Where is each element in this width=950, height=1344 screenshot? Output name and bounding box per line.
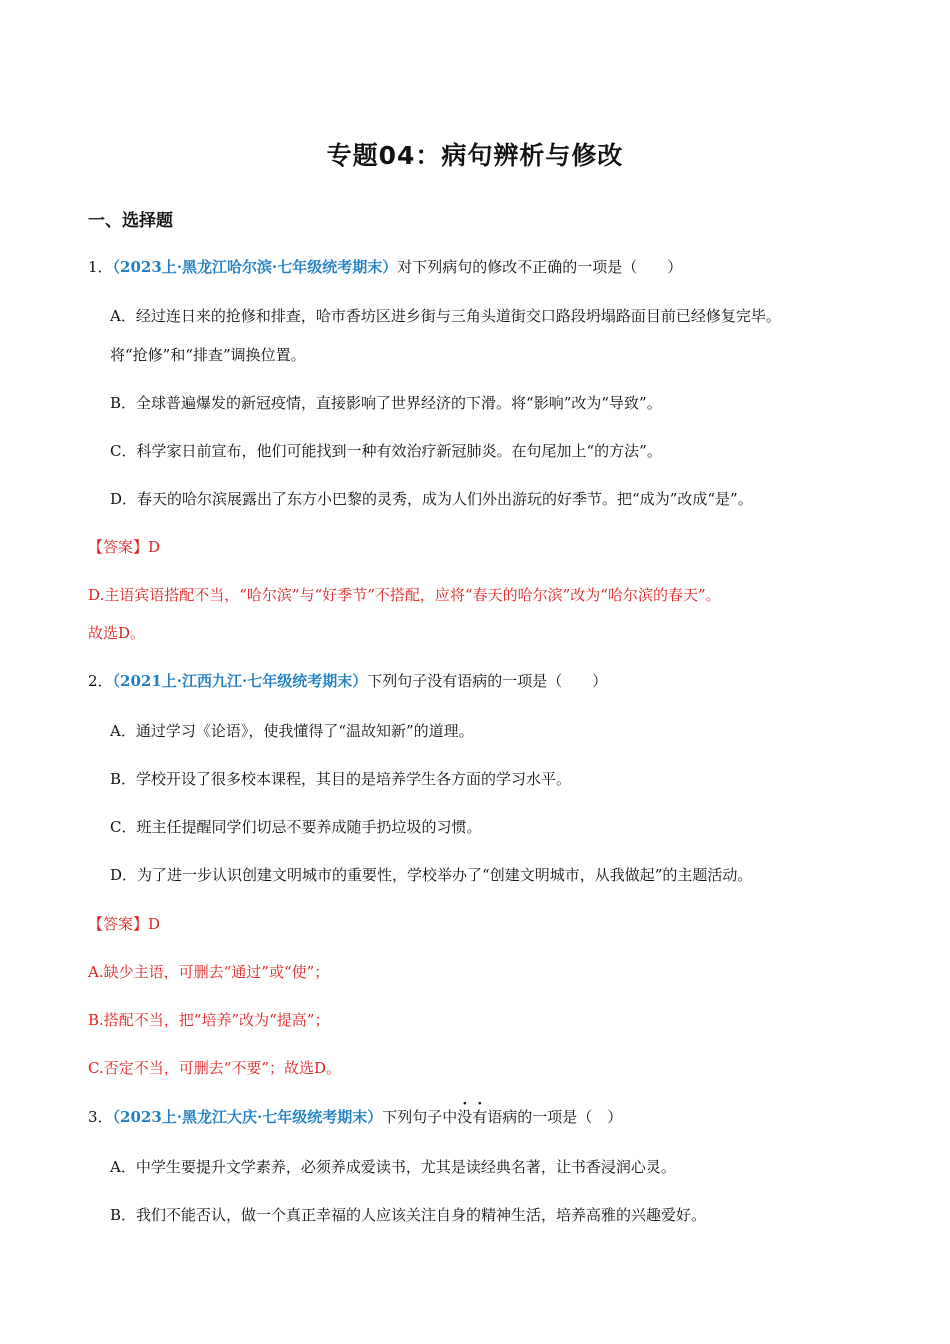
- answer-value: D: [148, 538, 161, 556]
- question-number: 2．: [88, 672, 113, 690]
- question-stem: 下列句子中: [382, 1108, 458, 1126]
- option-d: D．春天的哈尔滨展露出了东方小巴黎的灵秀，成为人们外出游玩的好季节。把“成为”改成“是”。: [110, 490, 753, 508]
- question-source: （2023上·黑龙江大庆·七年级统考期末）: [112, 1108, 383, 1126]
- question-number: 3．: [88, 1108, 113, 1126]
- option-c: C．班主任提醒同学们切忌不要养成随手扔垃圾的习惯。: [110, 818, 482, 836]
- question-stem-end: 语病的一项是（ ）: [487, 1108, 623, 1126]
- explanation-line: 故选D。: [88, 624, 146, 642]
- option-b: B．学校开设了很多校本课程，其目的是培养学生各方面的学习水平。: [110, 770, 572, 788]
- question-source: （2023上·黑龙江哈尔滨·七年级统考期末）: [112, 258, 398, 276]
- question-2: [88, 671, 607, 691]
- question-stem: 对下列病句的修改不正确的一项是（ ）: [397, 258, 683, 276]
- explanation-line: D.主语宾语搭配不当，“哈尔滨”与“好季节”不搭配，应将“春天的哈尔滨”改为“哈尔滨的春天”。: [88, 586, 721, 604]
- option-c: C．科学家日前宣布，他们可能找到一种有效治疗新冠肺炎。在句尾加上“的方法”。: [110, 442, 662, 460]
- option-a: A．经过连日来的抢修和排查，哈市香坊区进乡街与三角头道街交口路段坍塌路面目前已经修复完毕。: [110, 307, 781, 325]
- emphasis-dot-char: 没: [457, 1108, 473, 1126]
- explanation-line: C.否定不当，可删去“不要”；故选D。: [88, 1059, 342, 1077]
- option-d: D．为了进一步认识创建文明城市的重要性，学校举办了“创建文明城市，从我做起”的主题活动。: [110, 866, 753, 884]
- page-title: 专题04：病句辨析与修改: [326, 141, 624, 170]
- question-3: [88, 1107, 622, 1127]
- answer-value: D: [148, 915, 161, 933]
- answer-label: 【答案】: [88, 538, 149, 556]
- option-b: B．全球普遍爆发的新冠疫情，直接影响了世界经济的下滑。将“影响”改为“导致”。: [110, 394, 662, 412]
- question-source: （2021上·江西九江·七年级统考期末）: [112, 672, 368, 690]
- question-1: [88, 257, 682, 277]
- option-a: A．通过学习《论语》，使我懂得了“温故知新”的道理。: [110, 722, 474, 740]
- question-number: 1．: [88, 258, 113, 276]
- answer: [88, 537, 160, 557]
- option-a-continued: 将“抢修”和“排查”调换位置。: [110, 346, 306, 364]
- question-stem: 下列句子没有语病的一项是（ ）: [367, 672, 608, 690]
- answer-label: 【答案】: [88, 915, 149, 933]
- answer: [88, 914, 160, 934]
- option-a: A．中学生要提升文学素养，必须养成爱读书，尤其是读经典名著，让书香浸润心灵。: [110, 1158, 676, 1176]
- option-b: B．我们不能否认，做一个真正幸福的人应该关注自身的精神生活，培养高雅的兴趣爱好。: [110, 1206, 707, 1224]
- explanation-line: B.搭配不当，把“培养”改为“提高”；: [88, 1011, 330, 1029]
- explanation-line: A.缺少主语，可删去“通过”或“使”；: [88, 963, 330, 981]
- emphasis-dot-char: 有: [472, 1108, 488, 1126]
- section-heading: 一、选择题: [88, 211, 173, 231]
